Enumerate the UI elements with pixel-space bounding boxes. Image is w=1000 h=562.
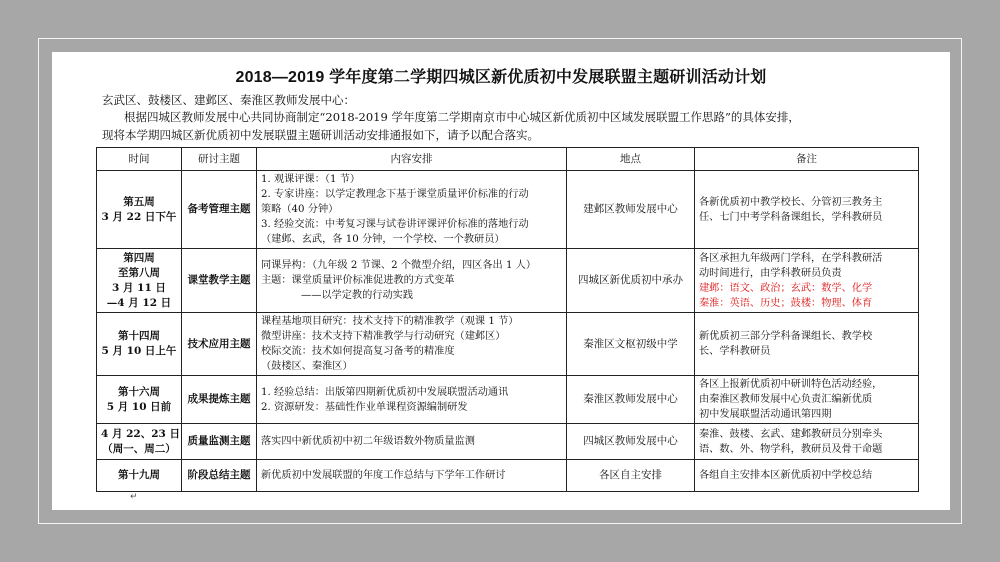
note-line: 语、数、外、物学科，教研员及骨干命题 <box>699 443 883 455</box>
table-row <box>97 249 919 313</box>
place-cell: 建邺区教师发展中心 <box>567 171 695 249</box>
document-page <box>52 52 950 510</box>
note-cell <box>695 460 919 492</box>
note-line: 新优质初三部分学科备课组长、教学校 <box>699 331 873 342</box>
paragraph-mark: ↵ <box>130 492 138 502</box>
header-note: 备注 <box>695 148 919 171</box>
time-cell <box>97 171 182 249</box>
content-line: ——以学定教的行动实践 <box>301 290 414 301</box>
addressee-line: 玄武区、鼓楼区、建邺区、秦淮区教师发展中心： <box>102 93 355 107</box>
note-line: 秦淮、鼓楼、玄武、建邺教研员分别牵头 <box>699 428 883 440</box>
theme-cell: 阶段总结主题 <box>182 460 257 492</box>
content-line: 策略（40 分钟） <box>261 204 339 215</box>
time-cell <box>97 313 182 376</box>
note-line: 长、学科教研员 <box>699 346 771 357</box>
time-line: —4 月 12 日 <box>106 296 172 309</box>
note-line: 由秦淮区教师发展中心负责汇编新优质 <box>699 394 873 405</box>
note-line-highlight: 秦淮：英语、历史；鼓楼：物理、体育 <box>699 297 873 309</box>
time-line: 5 月 10 日前 <box>106 400 172 413</box>
table-row <box>97 424 919 460</box>
table-row <box>97 171 919 249</box>
note-line: 各区上报新优质初中研训特色活动经验， <box>699 379 883 390</box>
table-header-row <box>97 148 919 171</box>
time-line: 第四周 <box>123 251 155 264</box>
note-line-highlight: 建邺：语文、政治；玄武：数学、化学 <box>699 282 873 294</box>
time-cell <box>97 249 182 313</box>
content-line: 同课异构：（九年级 2 节课、2 个微型介绍，四区各出 1 人） <box>261 260 537 271</box>
content-line: 微型讲座：技术支持下精准教学与行动研究（建邺区） <box>261 331 506 342</box>
header-theme: 研讨主题 <box>182 148 257 171</box>
time-line: 5 月 10 日上午 <box>101 345 177 357</box>
content-line: 1. 经验总结：出版第四期新优质初中发展联盟活动通讯 <box>261 386 509 398</box>
note-cell <box>695 249 919 313</box>
intro-line-2: 现将本学期四城区新优质初中发展联盟主题研训活动安排通报如下，请予以配合落实。 <box>102 128 539 142</box>
time-line: 第五周 <box>123 195 155 208</box>
theme-cell: 课堂教学主题 <box>182 249 257 313</box>
time-line: （周一、周二） <box>102 442 176 455</box>
table-row <box>97 376 919 424</box>
place-cell: 各区自主安排 <box>567 460 695 492</box>
time-line: 3 月 22 日下午 <box>101 210 177 223</box>
header-place: 地点 <box>567 148 695 171</box>
time-line: 4 月 22、23 日 <box>101 427 180 440</box>
content-cell <box>257 171 567 249</box>
theme-cell: 成果提炼主题 <box>182 376 257 424</box>
time-cell <box>97 376 182 424</box>
note-cell <box>695 376 919 424</box>
time-line: 至第八周 <box>118 266 160 279</box>
content-line: 1. 观课评课：（1 节） <box>261 174 361 185</box>
time-line: 3 月 11 日 <box>112 281 166 294</box>
theme-cell: 技术应用主题 <box>182 313 257 376</box>
content-cell <box>257 376 567 424</box>
content-line: （鼓楼区、秦淮区） <box>261 361 353 372</box>
table-row <box>97 313 919 376</box>
content-line: 3. 经验交流：中考复习课与试卷讲评课评价标准的落地行动 <box>261 219 529 230</box>
note-line: 各区承担九年级两门学科，在学科教研活 <box>699 252 883 264</box>
place-cell: 四城区新优质初中承办 <box>567 249 695 313</box>
header-content: 内容安排 <box>257 148 567 171</box>
content-cell <box>257 460 567 492</box>
content-cell <box>257 313 567 376</box>
theme-cell: 质量监测主题 <box>182 424 257 460</box>
header-time: 时间 <box>97 148 182 171</box>
content-line: 主题：课堂质量评价标准促进教的方式变革 <box>261 275 455 286</box>
place-cell: 秦淮区文枢初级中学 <box>567 313 695 376</box>
content-line: 2. 资源研发：基础性作业单课程资源编制研发 <box>261 401 468 413</box>
place-cell: 秦淮区教师发展中心 <box>567 376 695 424</box>
content-line: 新优质初中发展联盟的年度工作总结与下学年工作研讨 <box>261 470 506 481</box>
note-cell <box>695 171 919 249</box>
content-cell <box>257 249 567 313</box>
schedule-table <box>96 147 919 492</box>
content-line: 落实四中新优质初中初二年级语数外物质量监测 <box>261 436 475 447</box>
note-line: 动时间进行，由学科教研员负责 <box>699 267 842 279</box>
theme-cell: 备考管理主题 <box>182 171 257 249</box>
note-cell <box>695 424 919 460</box>
intro-line-1: 根据四城区教师发展中心共同协商制定“2018-2019 学年度第二学期南京市中心城区新优质初中区域发展联盟工作思路”的具体安排， <box>124 110 800 124</box>
place-cell: 四城区教师发展中心 <box>567 424 695 460</box>
note-line: 各新优质初中教学校长、分管初三教务主 <box>699 196 883 208</box>
note-line: 任、七门中考学科备课组长，学科教研员 <box>699 211 883 223</box>
note-line: 各组自主安排本区新优质初中学校总结 <box>699 470 873 481</box>
note-cell <box>695 313 919 376</box>
note-line: 初中发展联盟活动通讯第四期 <box>699 409 832 420</box>
content-cell <box>257 424 567 460</box>
content-line: 2. 专家讲座：以学定教理念下基于课堂质量评价标准的行动 <box>261 189 529 200</box>
content-line: 校际交流：技术如何提高复习备考的精准度 <box>261 346 455 357</box>
content-line: 课程基地项目研究：技术支持下的精准教学（观课 1 节） <box>261 316 519 327</box>
content-line: （建邺、玄武，各 10 分钟，一个学校、一个教研员） <box>261 234 505 245</box>
time-line: 第十四周 <box>118 330 160 342</box>
time-cell <box>97 424 182 460</box>
time-cell <box>97 460 182 492</box>
page-title: 2018—2019 学年度第二学期四城区新优质初中发展联盟主题研训活动计划 <box>235 69 767 86</box>
time-line: 第十九周 <box>118 469 160 481</box>
time-line: 第十六周 <box>118 385 160 398</box>
table-row <box>97 460 919 492</box>
